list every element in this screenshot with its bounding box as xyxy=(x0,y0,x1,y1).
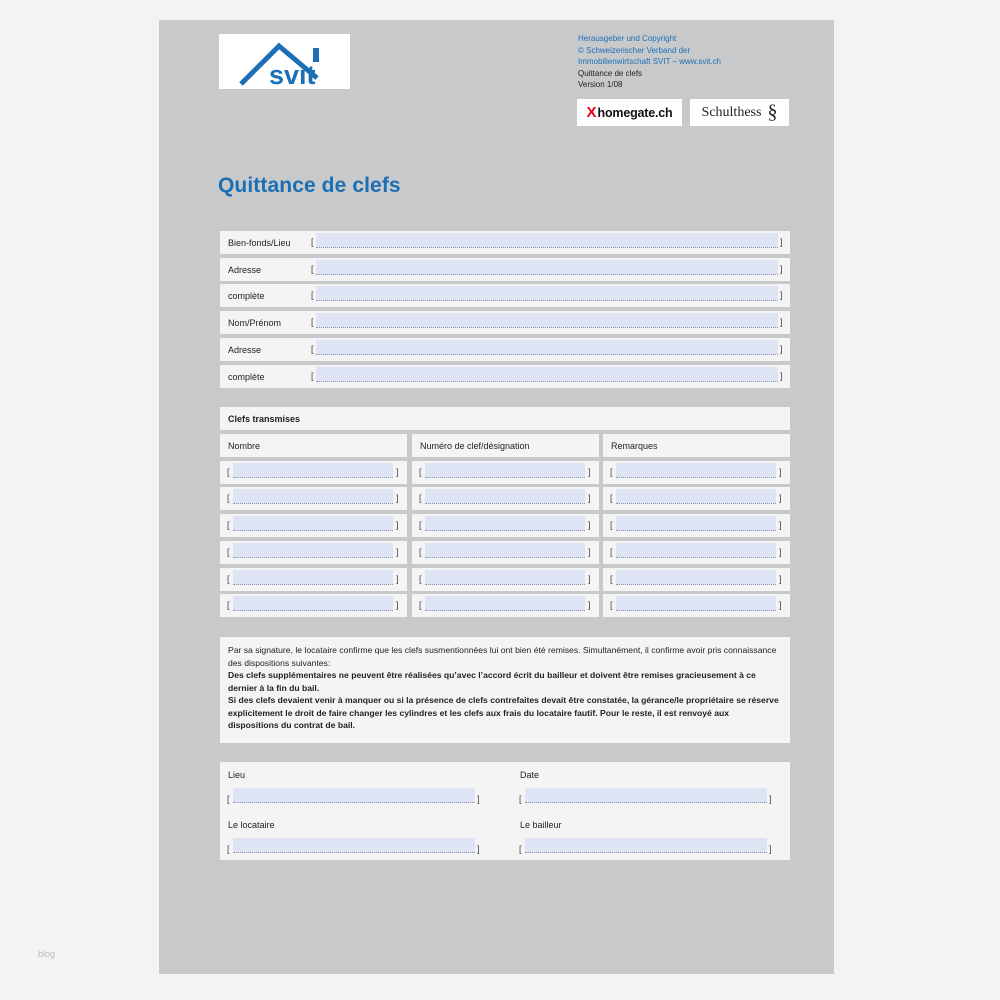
key-entry-input[interactable] xyxy=(233,543,393,558)
key-entry-input[interactable] xyxy=(233,463,393,478)
key-entry-input[interactable] xyxy=(616,489,776,504)
keys-column-header xyxy=(412,434,599,457)
schulthess-text: Schulthess xyxy=(701,104,762,120)
keys-table-cell xyxy=(412,541,599,564)
bracket-open: [ xyxy=(227,844,230,854)
bracket-open: [ xyxy=(227,794,230,804)
field-input[interactable] xyxy=(316,313,778,328)
bracket-open: [ xyxy=(610,520,613,530)
bracket-open: [ xyxy=(311,317,314,327)
keys-table-cell xyxy=(603,541,790,564)
field-input[interactable] xyxy=(316,367,778,382)
bracket-close: ] xyxy=(396,467,399,477)
bracket-close: ] xyxy=(779,574,782,584)
field-input[interactable] xyxy=(316,233,778,248)
bracket-close: ] xyxy=(588,574,591,584)
key-entry-input[interactable] xyxy=(425,463,585,478)
bracket-open: [ xyxy=(227,467,230,477)
svit-logo xyxy=(219,34,350,89)
keys-heading-label: Clefs transmises xyxy=(228,414,301,424)
bracket-open: [ xyxy=(610,467,613,477)
keys-table-cell xyxy=(220,594,407,617)
bailleur-label: Le bailleur xyxy=(520,820,562,830)
publisher-info xyxy=(578,33,818,91)
bracket-close: ] xyxy=(588,467,591,477)
keys-table-cell xyxy=(412,514,599,537)
property-field-row xyxy=(220,311,790,334)
key-entry-input[interactable] xyxy=(425,570,585,585)
keys-table-cell xyxy=(603,514,790,537)
bracket-open: [ xyxy=(419,520,422,530)
bracket-open: [ xyxy=(610,547,613,557)
bracket-close: ] xyxy=(588,493,591,503)
bracket-close: ] xyxy=(780,237,783,247)
keys-column-header xyxy=(220,434,407,457)
page-title: Quittance de clefs xyxy=(218,174,401,197)
bracket-open: [ xyxy=(227,574,230,584)
keys-table-cell xyxy=(412,487,599,510)
keys-table-cell xyxy=(603,461,790,484)
publisher-line1: Herausgeber und Copyright xyxy=(578,34,677,43)
notice-box xyxy=(220,637,790,743)
publisher-doc-name: Quittance de clefs xyxy=(578,68,643,78)
key-entry-input[interactable] xyxy=(616,596,776,611)
bracket-close: ] xyxy=(779,547,782,557)
property-field-row xyxy=(220,231,790,254)
homegate-text: homegate.ch xyxy=(597,105,673,120)
property-field-row xyxy=(220,338,790,361)
property-field-row xyxy=(220,365,790,388)
bracket-close: ] xyxy=(779,467,782,477)
bracket-open: [ xyxy=(419,600,422,610)
bracket-open: [ xyxy=(610,600,613,610)
notice-rule-1: Des clefs supplémentaires ne peuvent être réalisées qu’avec l’accord écrit du bailleur et doivent être remises gracieusement à ce dernier à la fin du bail. xyxy=(228,670,756,693)
field-label: complète xyxy=(228,291,265,301)
bracket-close: ] xyxy=(780,371,783,381)
publisher-version: Version 1/08 xyxy=(578,80,623,89)
schulthess-mark-icon: § xyxy=(767,101,778,123)
key-entry-input[interactable] xyxy=(425,516,585,531)
bracket-open: [ xyxy=(227,493,230,503)
key-entry-input[interactable] xyxy=(233,570,393,585)
bracket-close: ] xyxy=(780,317,783,327)
bracket-open: [ xyxy=(519,794,522,804)
field-label: complète xyxy=(228,372,265,382)
bracket-close: ] xyxy=(477,794,480,804)
bracket-close: ] xyxy=(780,344,783,354)
lieu-input[interactable] xyxy=(233,788,475,803)
keys-table-cell xyxy=(603,487,790,510)
bracket-close: ] xyxy=(588,600,591,610)
bracket-close: ] xyxy=(588,547,591,557)
keys-table-cell xyxy=(220,461,407,484)
lieu-label: Lieu xyxy=(228,770,246,780)
schulthess-logo xyxy=(690,99,789,126)
keys-table-cell xyxy=(603,568,790,591)
key-entry-input[interactable] xyxy=(233,516,393,531)
field-label: Nom/Prénom xyxy=(228,318,282,328)
bracket-close: ] xyxy=(477,844,480,854)
keys-table-cell xyxy=(412,594,599,617)
field-input[interactable] xyxy=(316,260,778,275)
keys-table-cell xyxy=(603,594,790,617)
key-entry-input[interactable] xyxy=(233,596,393,611)
field-label: Adresse xyxy=(228,345,262,355)
keys-table-cell xyxy=(220,568,407,591)
bracket-open: [ xyxy=(610,493,613,503)
field-input[interactable] xyxy=(316,340,778,355)
bracket-close: ] xyxy=(769,794,772,804)
property-field-row xyxy=(220,258,790,281)
bracket-open: [ xyxy=(311,371,314,381)
column-header-label: Nombre xyxy=(228,441,261,451)
bracket-close: ] xyxy=(780,264,783,274)
key-entry-input[interactable] xyxy=(616,570,776,585)
field-label: Bien-fonds/Lieu xyxy=(228,238,291,248)
bracket-close: ] xyxy=(588,520,591,530)
field-input[interactable] xyxy=(316,286,778,301)
bracket-open: [ xyxy=(227,600,230,610)
bracket-close: ] xyxy=(780,290,783,300)
key-entry-input[interactable] xyxy=(425,489,585,504)
bracket-close: ] xyxy=(769,844,772,854)
bracket-open: [ xyxy=(419,467,422,477)
locataire-signature-input[interactable] xyxy=(233,838,475,853)
keys-table-cell xyxy=(220,514,407,537)
bracket-close: ] xyxy=(396,547,399,557)
bracket-open: [ xyxy=(419,574,422,584)
svit-logo-text: svit xyxy=(269,60,316,89)
notice-intro: Par sa signature, le locataire confirme que les clefs susmentionnées lui ont bien été remises. Simultanément, il confirme avoir pris connaissance des dispositions suivantes: xyxy=(228,645,777,668)
locataire-label: Le locataire xyxy=(228,820,275,830)
key-entry-input[interactable] xyxy=(425,596,585,611)
property-field-row xyxy=(220,284,790,307)
bracket-close: ] xyxy=(396,520,399,530)
bracket-open: [ xyxy=(519,844,522,854)
bracket-close: ] xyxy=(396,574,399,584)
publisher-line3: Immobilienwirtschaft SVIT – www.svit.ch xyxy=(578,57,722,66)
key-entry-input[interactable] xyxy=(233,489,393,504)
bailleur-signature-input[interactable] xyxy=(525,838,767,853)
key-entry-input[interactable] xyxy=(425,543,585,558)
bracket-open: [ xyxy=(227,547,230,557)
date-label: Date xyxy=(520,770,540,780)
form-page xyxy=(159,20,834,974)
key-entry-input[interactable] xyxy=(616,543,776,558)
homegate-logo xyxy=(577,99,682,126)
field-label: Adresse xyxy=(228,265,262,275)
bracket-open: [ xyxy=(311,290,314,300)
bracket-close: ] xyxy=(396,493,399,503)
key-entry-input[interactable] xyxy=(616,516,776,531)
bracket-close: ] xyxy=(779,493,782,503)
watermark: blog xyxy=(38,949,56,959)
keys-table-cell xyxy=(220,487,407,510)
date-input[interactable] xyxy=(525,788,767,803)
column-header-label: Numéro de clef/désignation xyxy=(420,441,530,451)
bracket-open: [ xyxy=(610,574,613,584)
bracket-open: [ xyxy=(227,520,230,530)
publisher-line2: © Schweizerischer Verband der xyxy=(578,45,691,55)
key-entry-input[interactable] xyxy=(616,463,776,478)
notice-rule-2: Si des clefs devaient venir à manquer ou si la présence de clefs contrefaites devait être constatée, la gérance/le propriétaire se réserve explicitement le droit de faire changer les cylindres et les clefs aux frais du locataire fautif. Pour le reste, il est renvoyé aux dispositions du contrat de bail. xyxy=(228,695,779,730)
bracket-open: [ xyxy=(311,264,314,274)
homegate-mark-icon: X xyxy=(586,104,597,121)
bracket-open: [ xyxy=(419,547,422,557)
keys-column-header xyxy=(603,434,790,457)
bracket-open: [ xyxy=(311,344,314,354)
signature-section xyxy=(220,762,790,860)
bracket-close: ] xyxy=(396,600,399,610)
bracket-close: ] xyxy=(779,520,782,530)
keys-table-cell xyxy=(220,541,407,564)
bracket-open: [ xyxy=(419,493,422,503)
keys-section-heading xyxy=(220,407,790,430)
keys-table-cell xyxy=(412,568,599,591)
keys-table-cell xyxy=(412,461,599,484)
bracket-open: [ xyxy=(311,237,314,247)
column-header-label: Remarques xyxy=(611,441,658,451)
bracket-close: ] xyxy=(779,600,782,610)
